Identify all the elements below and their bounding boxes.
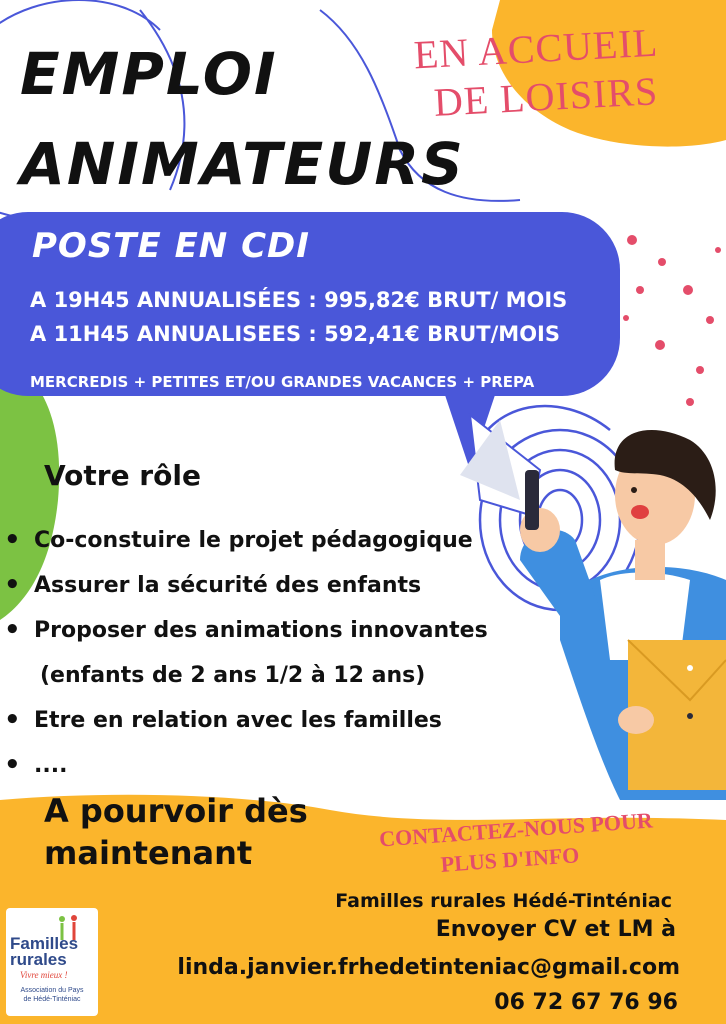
logo-subtitle-2: de Hédé-Tinténiac xyxy=(23,996,81,1003)
contact-email[interactable]: linda.janvier.frhedetinteniac@gmail.com xyxy=(177,955,680,980)
title-emploi: EMPLOI xyxy=(20,40,278,108)
role-item: • Proposer des animations innovantes xyxy=(4,608,524,653)
logo-word-2: rurales xyxy=(10,950,67,969)
logo-subtitle-1: Association du Pays xyxy=(20,987,84,994)
logo-word-1: Familles xyxy=(10,934,79,953)
contact-phone[interactable]: 06 72 67 76 96 xyxy=(494,990,678,1015)
bubble-salary-line-2: A 11H45 ANNUALISEES : 592,41€ BRUT/MOIS xyxy=(30,322,560,346)
association-name: Familles rurales Hédé-Tinténiac xyxy=(335,890,672,912)
start-date-line-1: A pourvoir dès xyxy=(44,792,308,830)
accueil-line-1: EN ACCUEIL xyxy=(412,19,660,78)
accueil-line-2: DE LOISIRS xyxy=(432,68,660,125)
bubble-salary-line-1: A 19H45 ANNUALISÉES : 995,82€ BRUT/ MOIS xyxy=(30,288,568,312)
bubble-schedule-line: MERCREDIS + PETITES ET/OU GRANDES VACANCES + PREPA xyxy=(30,373,535,391)
start-date-line-2: maintenant xyxy=(44,834,253,872)
role-item: • Etre en relation avec les familles xyxy=(4,698,524,743)
start-date-text xyxy=(44,790,308,874)
logo-slogan: Vivre mieux ! xyxy=(20,970,68,980)
role-item: • Assurer la sécurité des enfants xyxy=(4,563,524,608)
role-item: • .... xyxy=(4,743,524,788)
send-cv-text: Envoyer CV et LM à xyxy=(435,917,676,942)
swirl-top-left xyxy=(0,0,200,238)
role-list xyxy=(4,518,524,788)
role-item-note: (enfants de 2 ans 1/2 à 12 ans) xyxy=(40,663,426,688)
contact-line-1: CONTACTEZ-NOUS POUR xyxy=(378,807,654,852)
bubble-title: POSTE EN CDI xyxy=(32,226,310,266)
contact-line-2: PLUS D'INFO xyxy=(439,842,581,877)
role-item: • Co-constuire le projet pédagogique xyxy=(4,518,524,563)
role-title: Votre rôle xyxy=(44,459,201,492)
familles-rurales-logo xyxy=(6,908,98,1016)
title-animateurs: ANIMATEURS xyxy=(20,130,465,198)
